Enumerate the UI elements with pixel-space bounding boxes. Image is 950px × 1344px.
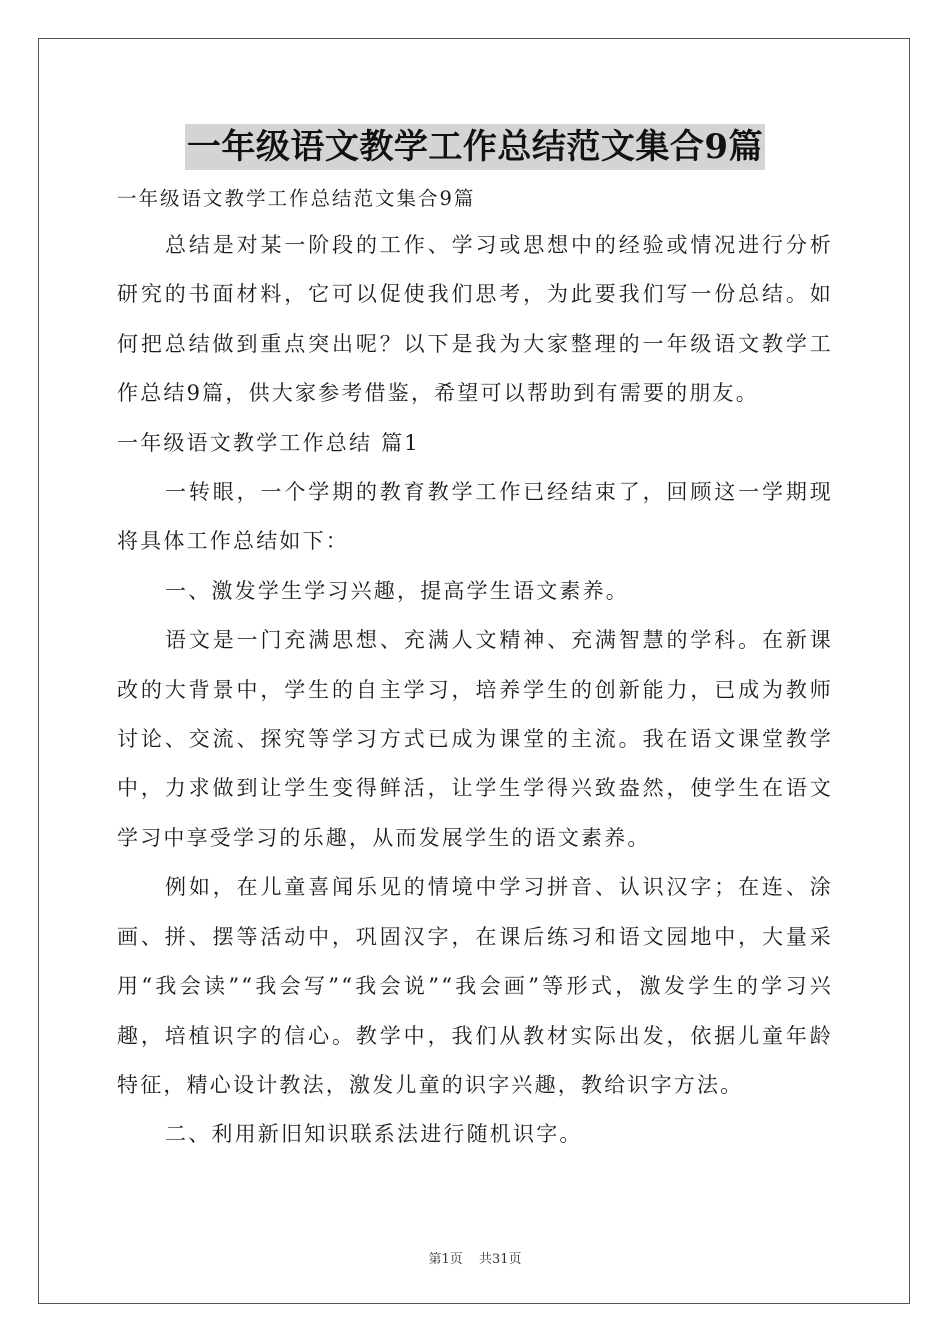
- subtitle-line: 一年级语文教学工作总结范文集合9篇: [117, 187, 476, 210]
- paragraph-chinese-subject: 语文是一门充满思想、充满人文精神、充满智慧的学科。在新课改的大背景中，学生的自主学习，培养学生的创新能力，已成为教师讨论、交流、探究等学习方式已成为课堂的主流。我在语文课堂教学中，力求做到让学生变得鲜活，让学生学得兴致盎然，使学生在语文学习中享受学习的乐趣，从而发展学生的语文素养。: [117, 628, 833, 850]
- document-body: [117, 177, 833, 1160]
- document-title: 一年级语文教学工作总结范文集合9篇: [185, 124, 765, 170]
- paragraph-example: 例如，在儿童喜闻乐见的情境中学习拼音、认识汉字；在连、涂画、拼、摆等活动中，巩固汉字，在课后练习和语文园地中，大量采用“我会读”“我会写”“我会说”“我会画”等形式，激发学生的学习兴趣，培植识字的信心。教学中，我们从教材实际出发，依据儿童年龄特征，精心设计教法，激发儿童的识字兴趣，教给识字方法。: [117, 875, 833, 1097]
- page-footer: [0, 1248, 950, 1267]
- page-number: 第1页: [428, 1252, 463, 1267]
- point-heading-2: 二、利用新旧知识联系法进行随机识字。: [165, 1122, 583, 1147]
- point-heading-1: 一、激发学生学习兴趣，提高学生语文素养。: [165, 578, 629, 603]
- title-container: [0, 124, 950, 170]
- page-total: 共31页: [478, 1252, 522, 1267]
- intro-paragraph: 总结是对某一阶段的工作、学习或思想中的经验或情况进行分析研究的书面材料，它可以促使我们思考，为此要我们写一份总结。如何把总结做到重点突出呢？以下是我为大家整理的一年级语文教学工作总结9篇，供大家参考借鉴，希望可以帮助到有需要的朋友。: [117, 233, 833, 406]
- paragraph-opening: 一转眼，一个学期的教育教学工作已经结束了，回顾这一学期现将具体工作总结如下：: [117, 480, 833, 554]
- section-heading-1: 一年级语文教学工作总结 篇1: [117, 430, 420, 455]
